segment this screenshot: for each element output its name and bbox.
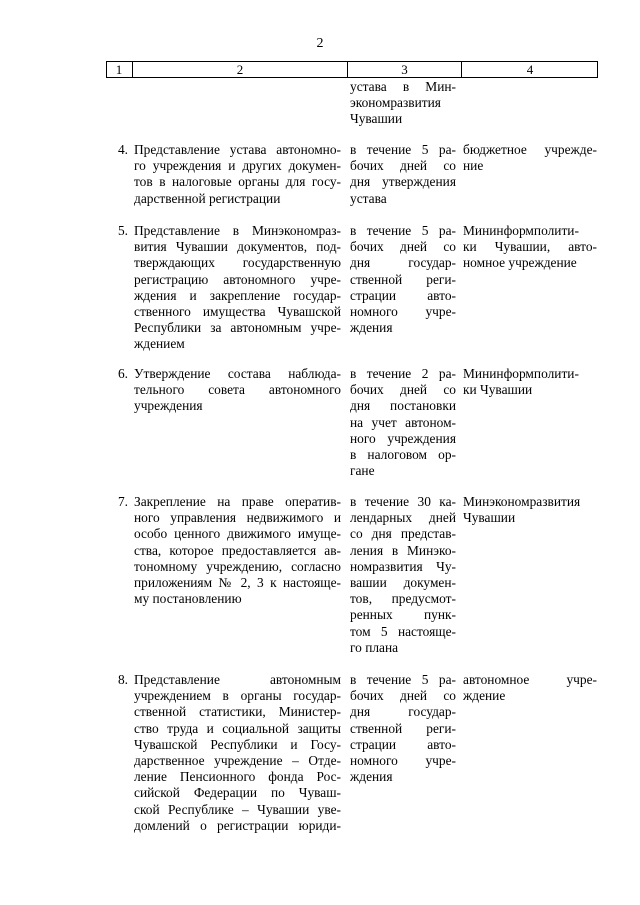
text-line: учреждением в органы государ- bbox=[134, 688, 341, 704]
text-line: Представление в Минэкономраз- bbox=[134, 223, 341, 238]
deadline-cell bbox=[350, 79, 456, 128]
text-line: ки Чувашии bbox=[463, 382, 533, 398]
text-line: учреждения bbox=[134, 398, 203, 414]
text-line: ства, которое предоставляется ав- bbox=[134, 542, 341, 558]
text-line: го учреждения и других докумен- bbox=[134, 158, 341, 174]
responsible-cell bbox=[463, 142, 597, 174]
text-line: бочих дней со bbox=[350, 688, 456, 704]
text-line: ственной реги- bbox=[350, 271, 456, 287]
text-line: Представление автономным bbox=[134, 672, 341, 687]
row-number: 5. bbox=[117, 223, 128, 238]
header-col-2: 2 bbox=[236, 62, 244, 77]
text-line: тономному учреждению, согласно bbox=[134, 558, 341, 574]
row-number: 6. bbox=[117, 366, 128, 381]
text-line: Чувашии bbox=[350, 111, 403, 127]
text-line: ки Чувашии, авто- bbox=[463, 239, 597, 255]
text-line: том 5 настояще- bbox=[350, 623, 456, 639]
text-line: дня утверждения bbox=[350, 174, 456, 190]
text-line: экономразвития bbox=[350, 95, 441, 111]
text-line: в течение 2 ра- bbox=[350, 366, 456, 381]
action-cell bbox=[134, 672, 341, 834]
text-line: ственного имущества Чувашской bbox=[134, 303, 341, 319]
text-line: тов в налоговые органы для госу- bbox=[134, 174, 341, 190]
text-line: ление Пенсионного фонда Рос- bbox=[134, 769, 341, 785]
text-line: на учет автоном- bbox=[350, 414, 456, 430]
text-line: домлений о регистрации юриди- bbox=[134, 817, 341, 833]
text-line: в течение 5 ра- bbox=[350, 223, 456, 238]
text-line: Республики за автономным учре- bbox=[134, 320, 341, 336]
text-line: ждения и закрепление государ- bbox=[134, 287, 341, 303]
text-line: Минэкономразвития bbox=[463, 494, 581, 509]
text-line: автономное учре- bbox=[463, 672, 597, 687]
text-line: устава bbox=[350, 190, 387, 206]
text-line: ного управления недвижимого и bbox=[134, 510, 341, 526]
text-line: в течение 30 ка- bbox=[350, 494, 456, 509]
text-line: Закрепление на праве оператив- bbox=[134, 494, 341, 509]
text-line: ние bbox=[463, 158, 484, 174]
text-line: дня постановки bbox=[350, 398, 456, 414]
action-cell bbox=[134, 366, 341, 415]
text-line: сийской Федерации по Чуваш- bbox=[134, 785, 341, 801]
deadline-cell bbox=[350, 223, 456, 336]
text-line: Мининформполити- bbox=[463, 366, 579, 381]
text-line: в течение 5 ра- bbox=[350, 672, 456, 687]
action-cell bbox=[134, 223, 341, 353]
text-line: бочих дней со bbox=[350, 382, 456, 398]
action-cell bbox=[134, 494, 341, 607]
text-line: ственной реги- bbox=[350, 720, 456, 736]
text-line: приложениям № 2, 3 к настояще- bbox=[134, 574, 341, 590]
text-line: ления в Минэко- bbox=[350, 542, 456, 558]
text-line: гане bbox=[350, 463, 375, 479]
text-line: номразвития Чу- bbox=[350, 558, 456, 574]
text-line: Утверждение состава наблюда- bbox=[134, 366, 341, 381]
text-line: номное учреждение bbox=[463, 255, 577, 271]
text-line: дня государ- bbox=[350, 704, 456, 720]
table-header bbox=[106, 61, 598, 78]
text-line: ждением bbox=[134, 336, 185, 352]
text-line: со дня представ- bbox=[350, 526, 456, 542]
text-line: Представление устава автономно- bbox=[134, 142, 341, 157]
responsible-cell bbox=[463, 366, 597, 398]
deadline-cell bbox=[350, 672, 456, 785]
deadline-cell bbox=[350, 494, 456, 656]
action-cell bbox=[134, 142, 341, 207]
text-line: лендарных дней bbox=[350, 510, 456, 526]
page-number: 2 bbox=[316, 36, 324, 51]
text-line: в течение 5 ра- bbox=[350, 142, 456, 157]
text-line: страции авто- bbox=[350, 736, 456, 752]
text-line: ждения bbox=[350, 320, 393, 336]
deadline-cell bbox=[350, 142, 456, 207]
text-line: му постановлению bbox=[134, 591, 242, 607]
row-number: 8. bbox=[117, 672, 128, 687]
responsible-cell bbox=[463, 672, 597, 704]
text-line: вашии докумен- bbox=[350, 574, 456, 590]
responsible-cell bbox=[463, 223, 597, 272]
text-line: дарственной регистрации bbox=[134, 190, 281, 206]
text-line: ство труда и социальной защиты bbox=[134, 720, 341, 736]
responsible-cell bbox=[463, 494, 597, 526]
deadline-cell bbox=[350, 366, 456, 479]
header-col-3: 3 bbox=[401, 62, 408, 77]
text-line: дарственное учреждение – Отде- bbox=[134, 752, 341, 768]
text-line: Чувашии bbox=[463, 510, 516, 526]
text-line: Чувашской Республики и Госу- bbox=[134, 736, 341, 752]
text-line: регистрацию автономного учре- bbox=[134, 271, 341, 287]
text-line: ственной статистики, Министер- bbox=[134, 704, 341, 720]
text-line: номного учре- bbox=[350, 303, 456, 319]
text-line: тверждающих государственную bbox=[134, 255, 341, 271]
text-line: особо ценного движимого имуще- bbox=[134, 526, 341, 542]
text-line: номного учре- bbox=[350, 752, 456, 768]
text-line: дня государ- bbox=[350, 255, 456, 271]
text-line: тельного совета автономного bbox=[134, 382, 341, 398]
text-line: тов, предусмот- bbox=[350, 591, 456, 607]
text-line: ренных пунк- bbox=[350, 607, 456, 623]
text-line: вития Чувашии документов, под- bbox=[134, 239, 341, 255]
text-line: устава в Мин- bbox=[350, 79, 456, 94]
text-line: Мининформполити- bbox=[463, 223, 579, 238]
text-line: ской Республике – Чувашии уве- bbox=[134, 801, 341, 817]
text-line: бочих дней со bbox=[350, 158, 456, 174]
text-line: в налоговом ор- bbox=[350, 446, 456, 462]
row-number: 7. bbox=[117, 494, 128, 509]
row-number: 4. bbox=[117, 142, 128, 157]
text-line: ного учреждения bbox=[350, 430, 456, 446]
text-line: бочих дней со bbox=[350, 239, 456, 255]
header-col-4: 4 bbox=[526, 62, 534, 77]
text-line: ждение bbox=[463, 688, 506, 704]
text-line: бюджетное учрежде- bbox=[463, 142, 597, 157]
text-line: ждения bbox=[350, 769, 393, 785]
header-col-1: 1 bbox=[115, 62, 123, 77]
text-line: страции авто- bbox=[350, 287, 456, 303]
text-line: го плана bbox=[350, 639, 399, 655]
